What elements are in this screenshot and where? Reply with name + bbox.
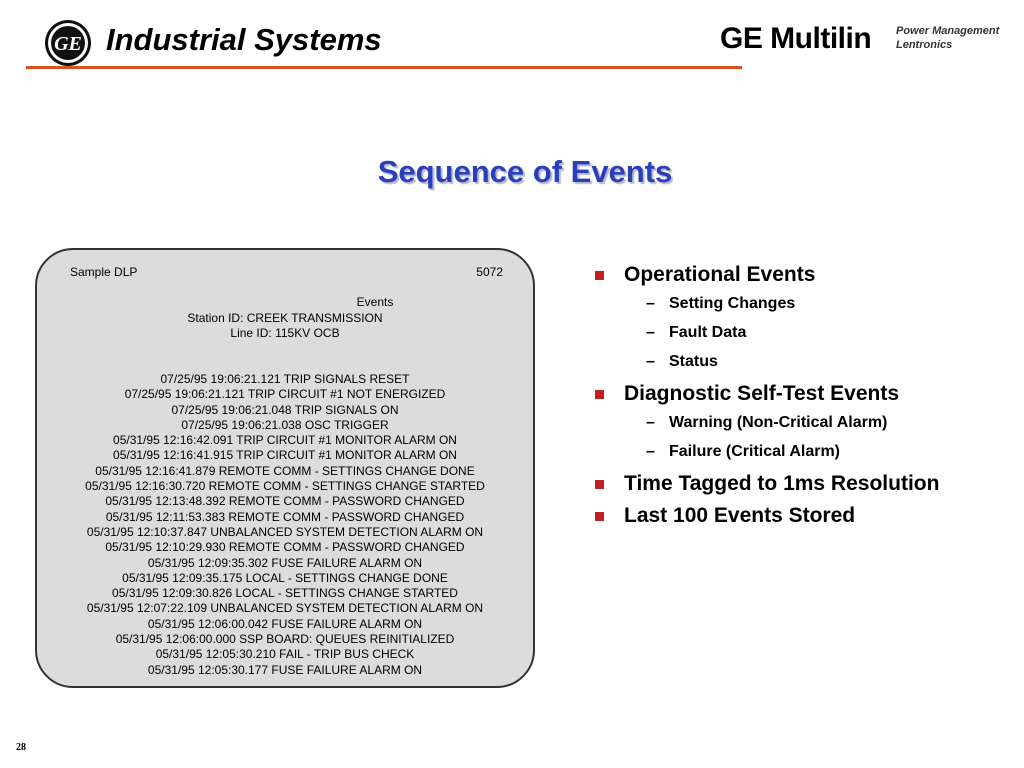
event-row: 07/25/95 19:06:21.048 TRIP SIGNALS ON xyxy=(171,402,399,417)
sub-bullet-item xyxy=(592,413,1012,433)
bullet-square-icon xyxy=(595,271,604,280)
event-row: 05/31/95 12:10:37.847 UNBALANCED SYSTEM DETECTION ALARM ON xyxy=(86,524,484,539)
page-number: 28 xyxy=(16,742,26,753)
slide-title: Sequence of Events xyxy=(377,154,673,189)
bullet-square-icon xyxy=(595,480,604,489)
event-row: 07/25/95 19:06:21.038 OSC TRIGGER xyxy=(181,417,389,432)
dash-icon: – xyxy=(646,295,655,312)
bullet-item xyxy=(592,471,1012,497)
dash-icon: – xyxy=(646,324,655,341)
header-title: Industrial Systems xyxy=(106,22,382,57)
event-row: 05/31/95 12:11:53.383 REMOTE COMM - PASSWORD CHANGED xyxy=(105,509,465,524)
bullet-text: Time Tagged to 1ms Resolution xyxy=(624,472,940,495)
event-row: 05/31/95 12:16:41.879 REMOTE COMM - SETTINGS CHANGE DONE xyxy=(95,463,475,478)
sub-bullet-item xyxy=(592,352,1012,372)
event-row: 05/31/95 12:10:29.930 REMOTE COMM - PASSWORD CHANGED xyxy=(105,540,465,555)
event-row: 05/31/95 12:16:30.720 REMOTE COMM - SETTINGS CHANGE STARTED xyxy=(85,479,485,494)
line-id: Line ID: 115KV OCB xyxy=(230,326,340,341)
event-row: 07/25/95 19:06:21.121 TRIP SIGNALS RESET xyxy=(160,372,410,386)
event-row: 05/31/95 12:05:30.177 FUSE FAILURE ALARM ON xyxy=(147,662,423,677)
event-row: 05/31/95 12:06:00.042 FUSE FAILURE ALARM ON xyxy=(147,616,423,631)
sub-bullet-text: Warning (Non-Critical Alarm) xyxy=(669,414,888,431)
bullet-text: Diagnostic Self-Test Events xyxy=(624,382,900,405)
bullet-text: Last 100 Events Stored xyxy=(624,504,856,527)
panel-right-label: 5072 xyxy=(476,265,503,279)
bullet-square-icon xyxy=(595,390,604,399)
sub-bullet-text: Setting Changes xyxy=(669,295,796,312)
event-row: 05/31/95 12:09:35.302 FUSE FAILURE ALARM ON xyxy=(147,555,423,570)
bullet-item xyxy=(592,381,1012,407)
sub-bullet-item xyxy=(592,442,1012,462)
event-log-panel xyxy=(35,248,535,688)
bullet-square-icon xyxy=(595,512,604,521)
sub-bullet-item xyxy=(592,294,1012,314)
event-row: 05/31/95 12:09:35.175 LOCAL - SETTINGS CHANGE DONE xyxy=(122,570,448,585)
event-row: 05/31/95 12:16:42.091 TRIP CIRCUIT #1 MONITOR ALARM ON xyxy=(113,433,457,448)
brand-subtitle-line-1: Power Management xyxy=(896,25,1000,37)
event-row: 05/31/95 12:13:48.392 REMOTE COMM - PASSWORD CHANGED xyxy=(105,494,465,509)
event-row: 05/31/95 12:05:30.210 FAIL - TRIP BUS CHECK xyxy=(155,647,415,662)
dash-icon: – xyxy=(646,443,655,460)
events-label: Events xyxy=(356,295,394,309)
brand-name: GE Multilin xyxy=(720,22,872,55)
station-id: Station ID: CREEK TRANSMISSION xyxy=(187,311,383,325)
panel-left-label: Sample DLP xyxy=(70,265,138,279)
ge-logo-icon xyxy=(44,19,92,67)
brand-subtitle-line-2: Lentronics xyxy=(896,39,953,51)
bullet-item xyxy=(592,503,1012,529)
event-row: 05/31/95 12:16:41.915 TRIP CIRCUIT #1 MONITOR ALARM ON xyxy=(113,448,457,463)
sub-bullet-text: Fault Data xyxy=(669,324,747,341)
event-row: 05/31/95 12:06:00.000 SSP BOARD: QUEUES REINITIALIZED xyxy=(115,632,455,647)
event-row: 05/31/95 12:07:22.109 UNBALANCED SYSTEM DETECTION ALARM ON xyxy=(86,601,484,616)
sub-bullet-text: Status xyxy=(669,353,718,370)
station-block xyxy=(37,311,533,342)
bullet-list xyxy=(592,262,1012,535)
event-row: 07/25/95 19:06:21.121 TRIP CIRCUIT #1 NOT ENERGIZED xyxy=(124,387,446,402)
sub-bullet-item xyxy=(592,323,1012,343)
dash-icon: – xyxy=(646,414,655,431)
sub-bullet-text: Failure (Critical Alarm) xyxy=(669,443,841,460)
event-row: 05/31/95 12:09:30.826 LOCAL - SETTINGS CHANGE STARTED xyxy=(112,586,458,601)
header-divider xyxy=(26,66,742,69)
bullet-text: Operational Events xyxy=(624,263,816,286)
logo-text: GE xyxy=(54,33,82,55)
event-list xyxy=(37,372,533,678)
bullet-item xyxy=(592,262,1012,288)
brand-subtitle xyxy=(896,24,999,52)
dash-icon: – xyxy=(646,353,655,370)
